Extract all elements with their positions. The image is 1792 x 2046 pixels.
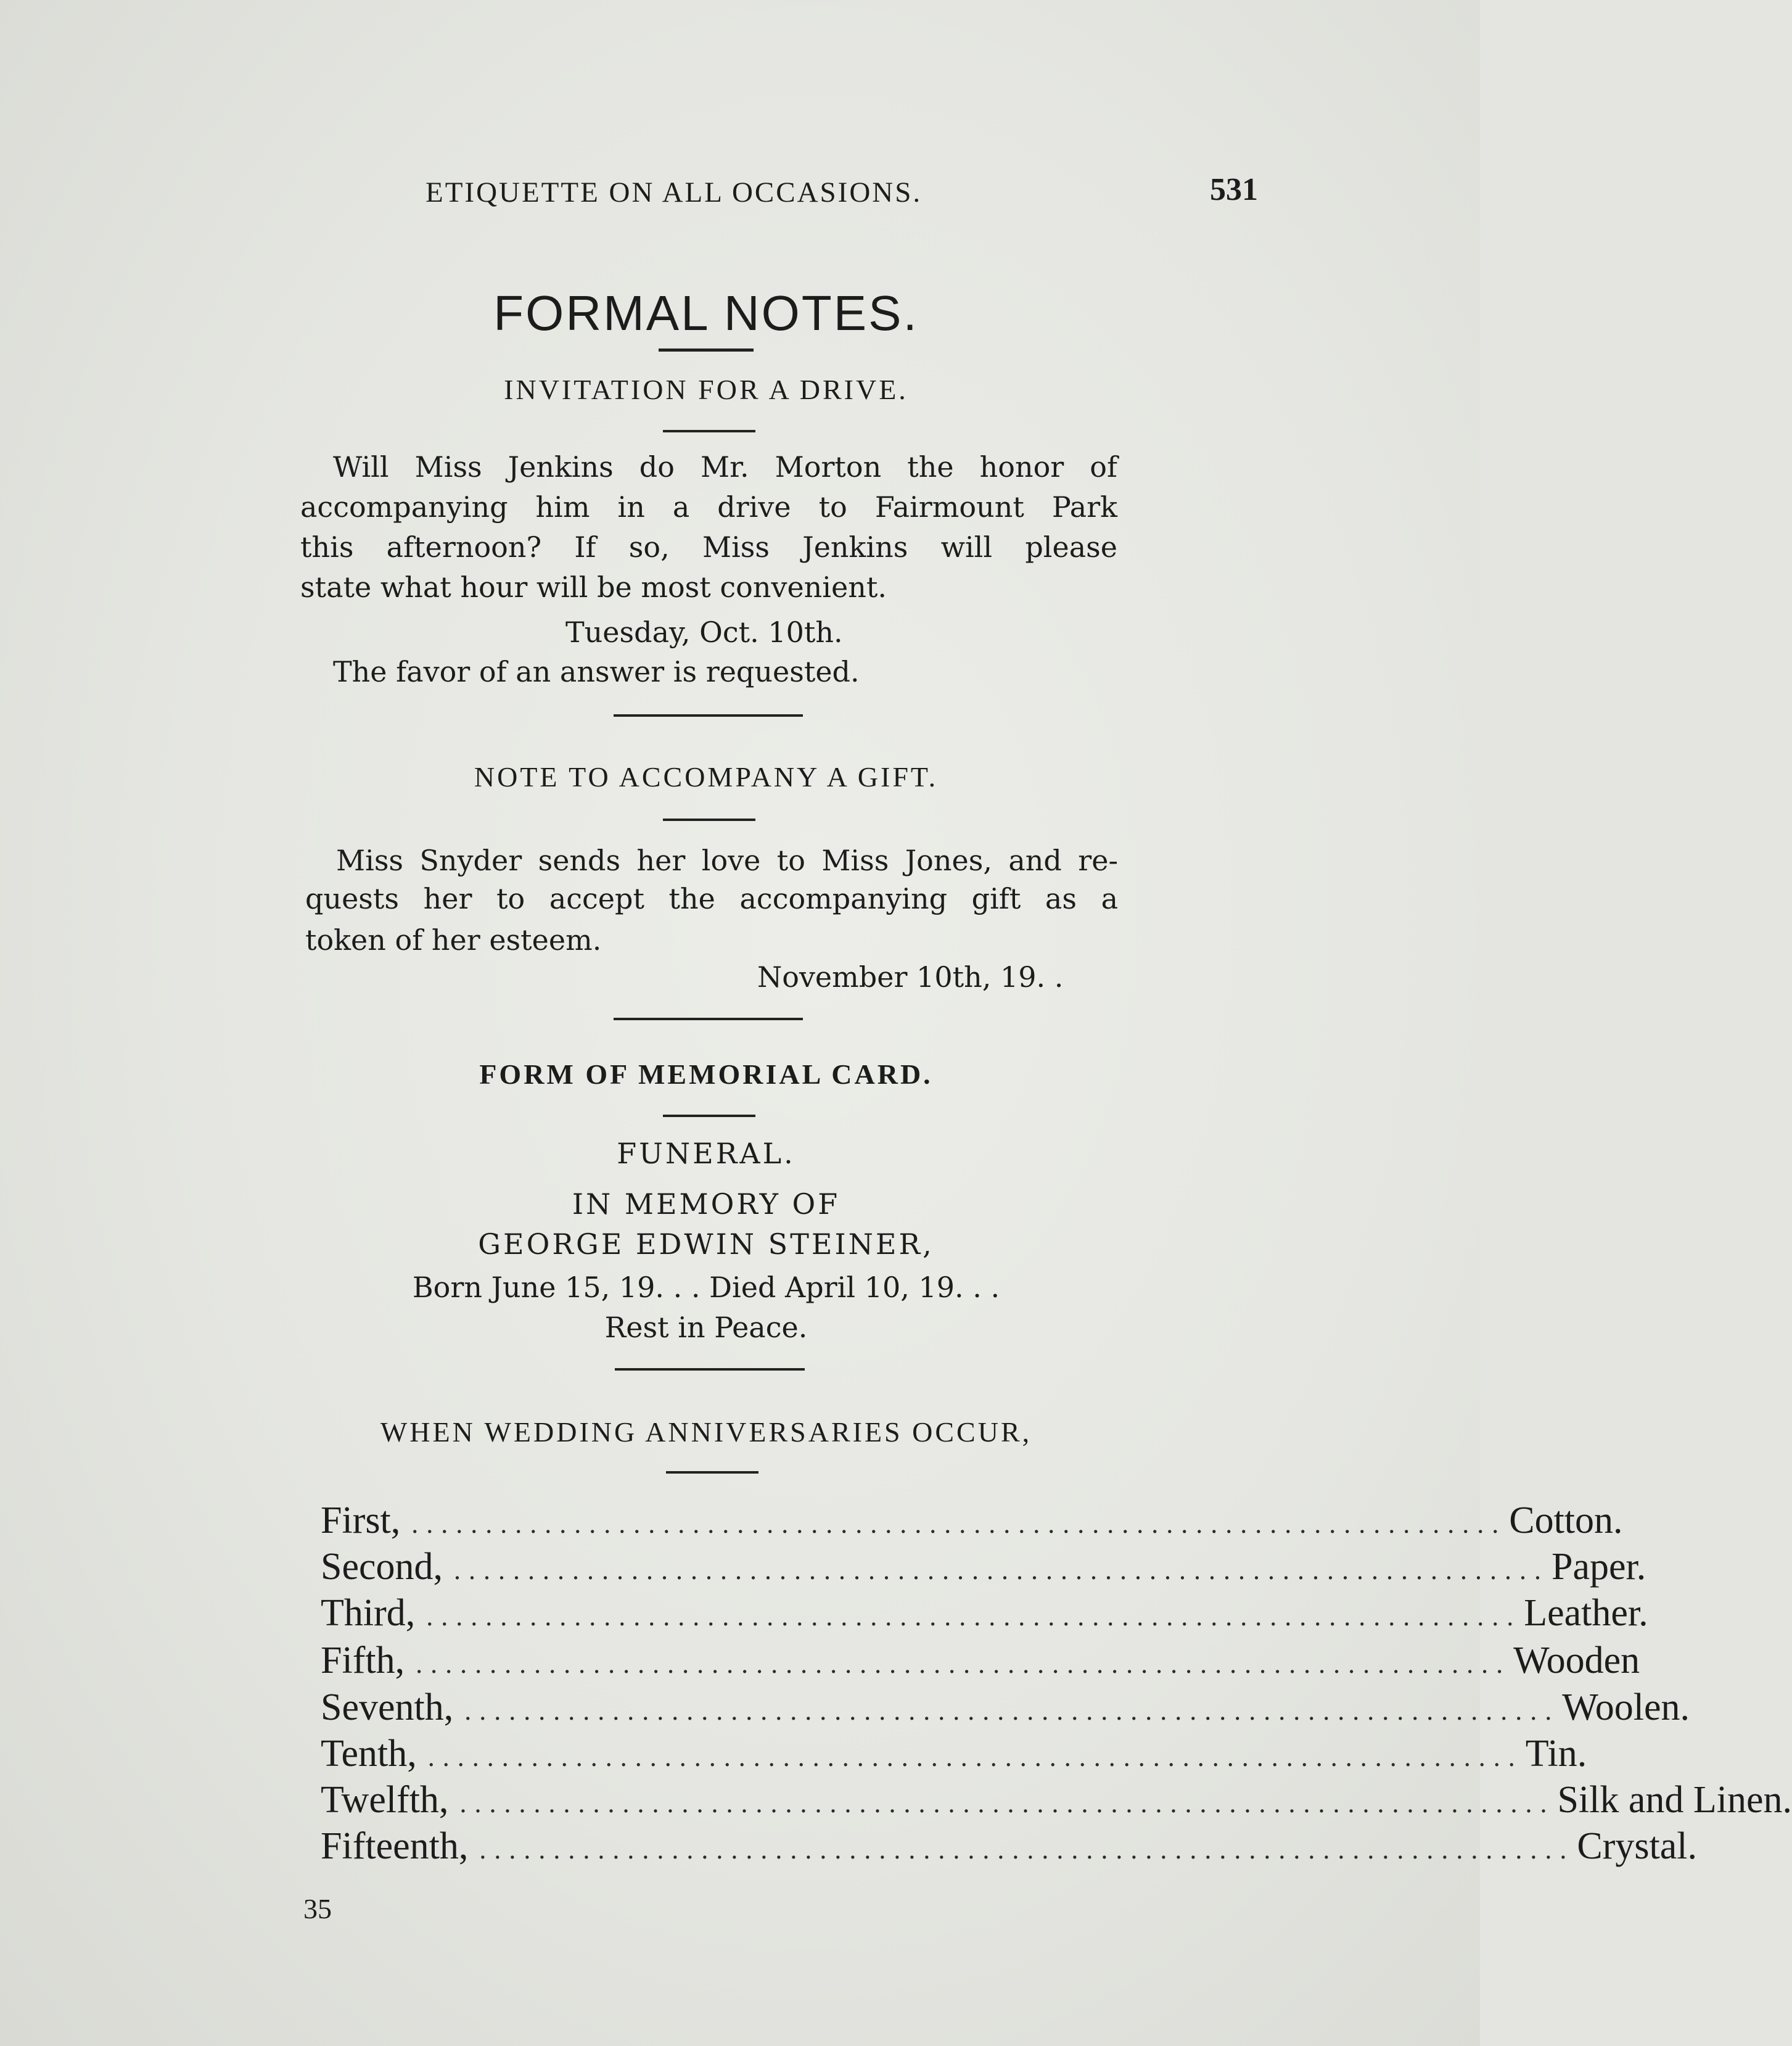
anniversary-row xyxy=(321,1778,1792,1822)
anniversary-gift: Leather. xyxy=(1524,1592,1648,1634)
invitation-closing: The favor of an answer is requested. xyxy=(333,655,860,688)
leader-dots: .......................................................................... xyxy=(464,1696,1560,1726)
anniversary-ordinal: Fifteenth, xyxy=(321,1825,469,1867)
leader-dots: .......................................................................... xyxy=(454,1555,1550,1585)
title-rule xyxy=(659,349,754,352)
anniversary-row xyxy=(321,1639,1640,1683)
anniversaries-rule xyxy=(666,1471,758,1474)
anniversary-gift: Silk and Linen. xyxy=(1557,1779,1792,1821)
anniversary-row xyxy=(321,1686,1690,1730)
memorial-line-3: Born June 15, 19. . . Died April 10, 19. . . xyxy=(412,1271,1000,1304)
invitation-line-2: accompanying him in a drive to Fairmount Park xyxy=(300,490,1117,524)
invitation-rule xyxy=(663,430,755,432)
memorial-rule xyxy=(663,1115,755,1117)
leader-dots: .......................................................................... xyxy=(426,1601,1522,1631)
anniversary-row xyxy=(321,1545,1646,1589)
signature-mark: 35 xyxy=(303,1893,332,1924)
invitation-end-rule xyxy=(614,714,803,717)
gift-end-rule xyxy=(614,1018,803,1020)
anniversary-gift: Crystal. xyxy=(1577,1825,1697,1867)
anniversary-gift: Paper. xyxy=(1552,1546,1646,1588)
memorial-line-2: GEORGE EDWIN STEINER, xyxy=(478,1227,934,1261)
anniversary-ordinal: Twelfth, xyxy=(321,1779,449,1821)
anniversary-row xyxy=(321,1591,1648,1635)
gift-rule xyxy=(663,819,755,821)
anniversary-ordinal: First, xyxy=(321,1499,401,1541)
gift-line-1: Miss Snyder sends her love to Miss Jones, and re- xyxy=(336,844,1118,877)
invitation-line-4: state what hour will be most convenient. xyxy=(300,571,887,604)
anniversary-ordinal: Second, xyxy=(321,1546,443,1588)
leader-dots: .......................................................................... xyxy=(427,1742,1523,1772)
memorial-subheading: FUNERAL. xyxy=(617,1137,795,1170)
page-number: 531 xyxy=(1210,172,1258,207)
memorial-line-4: Rest in Peace. xyxy=(604,1311,808,1344)
anniversary-ordinal: Third, xyxy=(321,1592,416,1634)
anniversary-ordinal: Tenth, xyxy=(321,1733,417,1775)
anniversary-ordinal: Fifth, xyxy=(321,1640,405,1681)
leader-dots: .......................................................................... xyxy=(459,1788,1555,1818)
anniversary-gift: Cotton. xyxy=(1509,1499,1623,1541)
invitation-line-3: this afternoon? If so, Miss Jenkins will please xyxy=(300,530,1117,564)
gift-date: November 10th, 19. . xyxy=(757,960,1064,994)
leader-dots: .......................................................................... xyxy=(416,1649,1511,1679)
invitation-heading: INVITATION FOR A DRIVE. xyxy=(504,374,908,405)
page-title: FORMAL NOTES. xyxy=(493,286,919,340)
memorial-heading: FORM OF MEMORIAL CARD. xyxy=(479,1058,933,1090)
anniversary-gift: Wooden xyxy=(1513,1640,1640,1681)
gift-heading: NOTE TO ACCOMPANY A GIFT. xyxy=(474,761,939,793)
memorial-end-rule xyxy=(615,1368,805,1371)
anniversary-ordinal: Seventh, xyxy=(321,1686,454,1728)
anniversary-row xyxy=(321,1499,1623,1543)
anniversary-gift: Tin. xyxy=(1525,1733,1587,1775)
anniversary-row xyxy=(321,1732,1587,1776)
anniversary-gift: Woolen. xyxy=(1562,1686,1690,1728)
anniversary-row xyxy=(321,1825,1697,1868)
memorial-line-1: IN MEMORY OF xyxy=(572,1187,841,1221)
leader-dots: .......................................................................... xyxy=(411,1509,1507,1539)
invitation-date: Tuesday, Oct. 10th. xyxy=(565,616,843,649)
leader-dots: .......................................................................... xyxy=(479,1834,1575,1865)
anniversaries-heading: WHEN WEDDING ANNIVERSARIES OCCUR, xyxy=(380,1416,1032,1448)
gift-line-2: quests her to accept the accompanying gift as a xyxy=(305,882,1118,915)
invitation-line-1: Will Miss Jenkins do Mr. Morton the honor of xyxy=(333,450,1117,484)
gift-line-3: token of her esteem. xyxy=(305,923,602,957)
running-head: ETIQUETTE ON ALL OCCASIONS. xyxy=(425,176,923,208)
